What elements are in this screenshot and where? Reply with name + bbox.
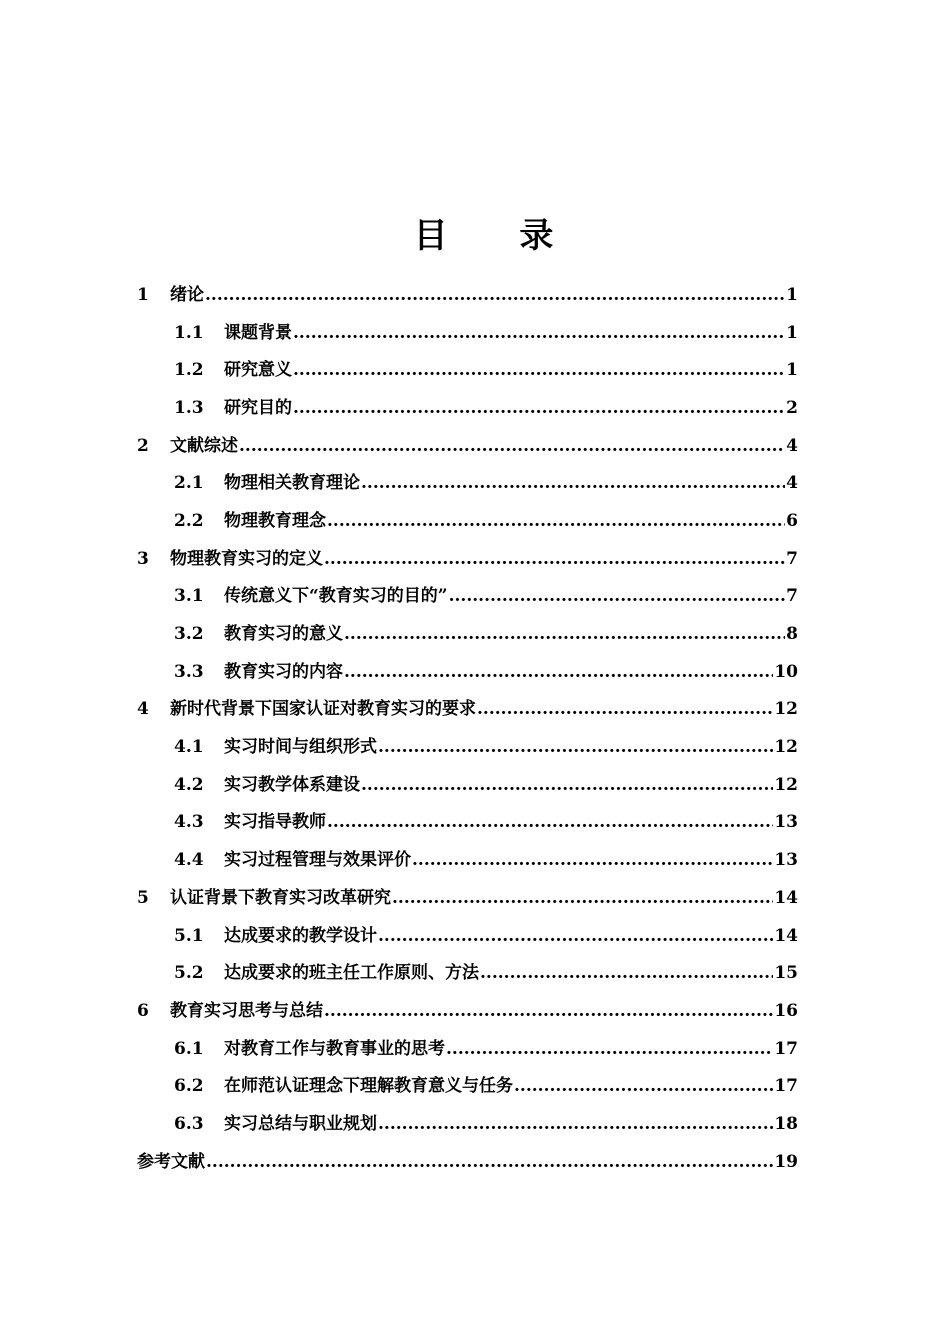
toc-entry-number: 5.1: [174, 925, 204, 946]
toc-dot-leader: [293, 360, 785, 380]
toc-entry[interactable]: [137, 578, 798, 616]
toc-entry-number: 1.1: [174, 322, 204, 343]
toc-entry[interactable]: [137, 389, 798, 427]
toc-entry[interactable]: [137, 691, 798, 729]
toc-entry-page: 13: [774, 812, 798, 833]
toc-entry[interactable]: [137, 1105, 798, 1143]
toc-entry-number: 1.3: [174, 397, 204, 418]
toc-entry[interactable]: [137, 879, 798, 917]
toc-entry-title: 教育实习的意义: [224, 624, 343, 645]
toc-entry-page: 14: [774, 925, 798, 946]
toc-entry-title: 绪论: [170, 284, 204, 305]
toc-dot-leader: [324, 549, 785, 569]
toc-entry-number: 6.2: [174, 1076, 204, 1097]
toc-title: 目 录: [413, 216, 584, 256]
toc-dot-leader: [412, 850, 773, 870]
toc-dot-leader: [206, 1152, 773, 1172]
toc-entry[interactable]: [137, 540, 798, 578]
toc-entry-page: 4: [786, 435, 798, 456]
toc-dot-leader: [293, 398, 785, 418]
toc-entry[interactable]: [137, 653, 798, 691]
toc-entry-page: 1: [786, 284, 798, 305]
toc-entry-number: 6.1: [174, 1038, 204, 1059]
toc-entry[interactable]: [137, 917, 798, 955]
toc-entry-page: 16: [774, 1000, 798, 1021]
toc-dot-leader: [477, 699, 773, 719]
toc-entry-page: 13: [774, 850, 798, 871]
toc-dot-leader: [480, 963, 773, 983]
toc-entry-page: 18: [774, 1113, 798, 1134]
toc-entry-title: 物理相关教育理论: [224, 473, 360, 494]
toc-dot-leader: [327, 812, 773, 832]
toc-dot-leader: [449, 586, 786, 606]
toc-entry[interactable]: [137, 502, 798, 540]
toc-entry-title: 实习教学体系建设: [224, 774, 360, 795]
toc-entry-number: 2: [137, 435, 149, 456]
toc-dot-leader: [392, 888, 773, 908]
toc-entry-page: 17: [774, 1076, 798, 1097]
toc-dot-leader: [514, 1076, 773, 1096]
toc-entry-page: 2: [786, 397, 798, 418]
toc-entry[interactable]: [137, 954, 798, 992]
toc-dot-leader: [378, 926, 773, 946]
toc-entry-number: 5: [137, 887, 149, 908]
toc-entry-number: 3.2: [174, 624, 204, 645]
toc-dot-leader: [327, 511, 785, 531]
toc-entry-number: 2.1: [174, 473, 204, 494]
toc-dot-leader: [344, 662, 773, 682]
toc-entry[interactable]: [137, 841, 798, 879]
toc-entry-title: 教育实习的内容: [224, 661, 343, 682]
toc-entry-number: 3.1: [174, 586, 204, 607]
toc-entry-title: 文献综述: [170, 435, 238, 456]
toc-entry-page: 8: [786, 624, 798, 645]
toc-entry-page: 12: [774, 699, 798, 720]
toc-entry-page: 12: [774, 774, 798, 795]
toc-entry-number: 4: [137, 699, 149, 720]
toc-entry-number: 4.2: [174, 774, 204, 795]
toc-entry-title: 参考文献: [137, 1151, 205, 1172]
toc-dot-leader: [239, 436, 785, 456]
toc-entry[interactable]: [137, 728, 798, 766]
toc-entry-title: 实习时间与组织形式: [224, 737, 377, 758]
toc-entry-page: 7: [786, 586, 798, 607]
toc-dot-leader: [344, 624, 785, 644]
table-of-contents: [137, 276, 798, 1181]
toc-entry[interactable]: [137, 766, 798, 804]
toc-entry-number: 1: [137, 284, 149, 305]
toc-entry-number: 2.2: [174, 510, 204, 531]
toc-entry[interactable]: [137, 276, 798, 314]
toc-dot-leader: [446, 1039, 773, 1059]
toc-entry-title: 物理教育理念: [224, 510, 326, 531]
toc-entry-title: 达成要求的班主任工作原则、方法: [224, 963, 479, 984]
toc-entry-number: 5.2: [174, 963, 204, 984]
toc-dot-leader: [378, 1114, 773, 1134]
toc-entry-number: 4.1: [174, 737, 204, 758]
toc-entry-number: 6.3: [174, 1113, 204, 1134]
toc-entry-title: 传统意义下“教育实习的目的”: [224, 586, 448, 607]
toc-dot-leader: [205, 285, 785, 305]
toc-entry-title: 实习总结与职业规划: [224, 1113, 377, 1134]
toc-entry-page: 17: [774, 1038, 798, 1059]
toc-dot-leader: [324, 1001, 773, 1021]
toc-entry[interactable]: [137, 804, 798, 842]
toc-entry-number: 4.4: [174, 850, 204, 871]
toc-entry-title: 新时代背景下国家认证对教育实习的要求: [170, 699, 476, 720]
toc-entry-title: 物理教育实习的定义: [170, 548, 323, 569]
toc-entry-title: 实习指导教师: [224, 812, 326, 833]
toc-entry-title: 在师范认证理念下理解教育意义与任务: [224, 1076, 513, 1097]
toc-entry[interactable]: [137, 615, 798, 653]
toc-entry-title: 实习过程管理与效果评价: [224, 850, 411, 871]
toc-dot-leader: [361, 473, 785, 493]
toc-entry-number: 4.3: [174, 812, 204, 833]
toc-entry-page: 14: [774, 887, 798, 908]
toc-entry[interactable]: [137, 992, 798, 1030]
toc-entry[interactable]: [137, 1067, 798, 1105]
toc-entry[interactable]: [137, 427, 798, 465]
toc-entry[interactable]: [137, 314, 798, 352]
toc-entry-page: 4: [786, 473, 798, 494]
toc-entry-number: 3.3: [174, 661, 204, 682]
toc-entry-number: 3: [137, 548, 149, 569]
toc-entry-number: 1.2: [174, 360, 204, 381]
toc-entry[interactable]: [137, 464, 798, 502]
toc-entry-page: 10: [774, 661, 798, 682]
toc-dot-leader: [361, 775, 773, 795]
toc-entry-title: 认证背景下教育实习改革研究: [170, 887, 391, 908]
toc-entry-page: 15: [774, 963, 798, 984]
toc-entry-page: 6: [786, 510, 798, 531]
toc-dot-leader: [293, 323, 785, 343]
toc-entry[interactable]: [137, 351, 798, 389]
toc-entry-page: 7: [786, 548, 798, 569]
toc-entry-title: 教育实习思考与总结: [170, 1000, 323, 1021]
toc-entry-title: 达成要求的教学设计: [224, 925, 377, 946]
toc-entry-page: 19: [774, 1151, 798, 1172]
toc-entry-number: 6: [137, 1000, 149, 1021]
toc-entry-title: 研究目的: [224, 397, 292, 418]
toc-entry-title: 课题背景: [224, 322, 292, 343]
toc-entry-page: 1: [786, 322, 798, 343]
toc-entry-page: 12: [774, 737, 798, 758]
toc-entry[interactable]: [137, 1030, 798, 1068]
toc-entry-page: 1: [786, 360, 798, 381]
toc-entry-title: 对教育工作与教育事业的思考: [224, 1038, 445, 1059]
toc-entry-title: 研究意义: [224, 360, 292, 381]
toc-entry[interactable]: [137, 1143, 798, 1181]
toc-dot-leader: [378, 737, 773, 757]
